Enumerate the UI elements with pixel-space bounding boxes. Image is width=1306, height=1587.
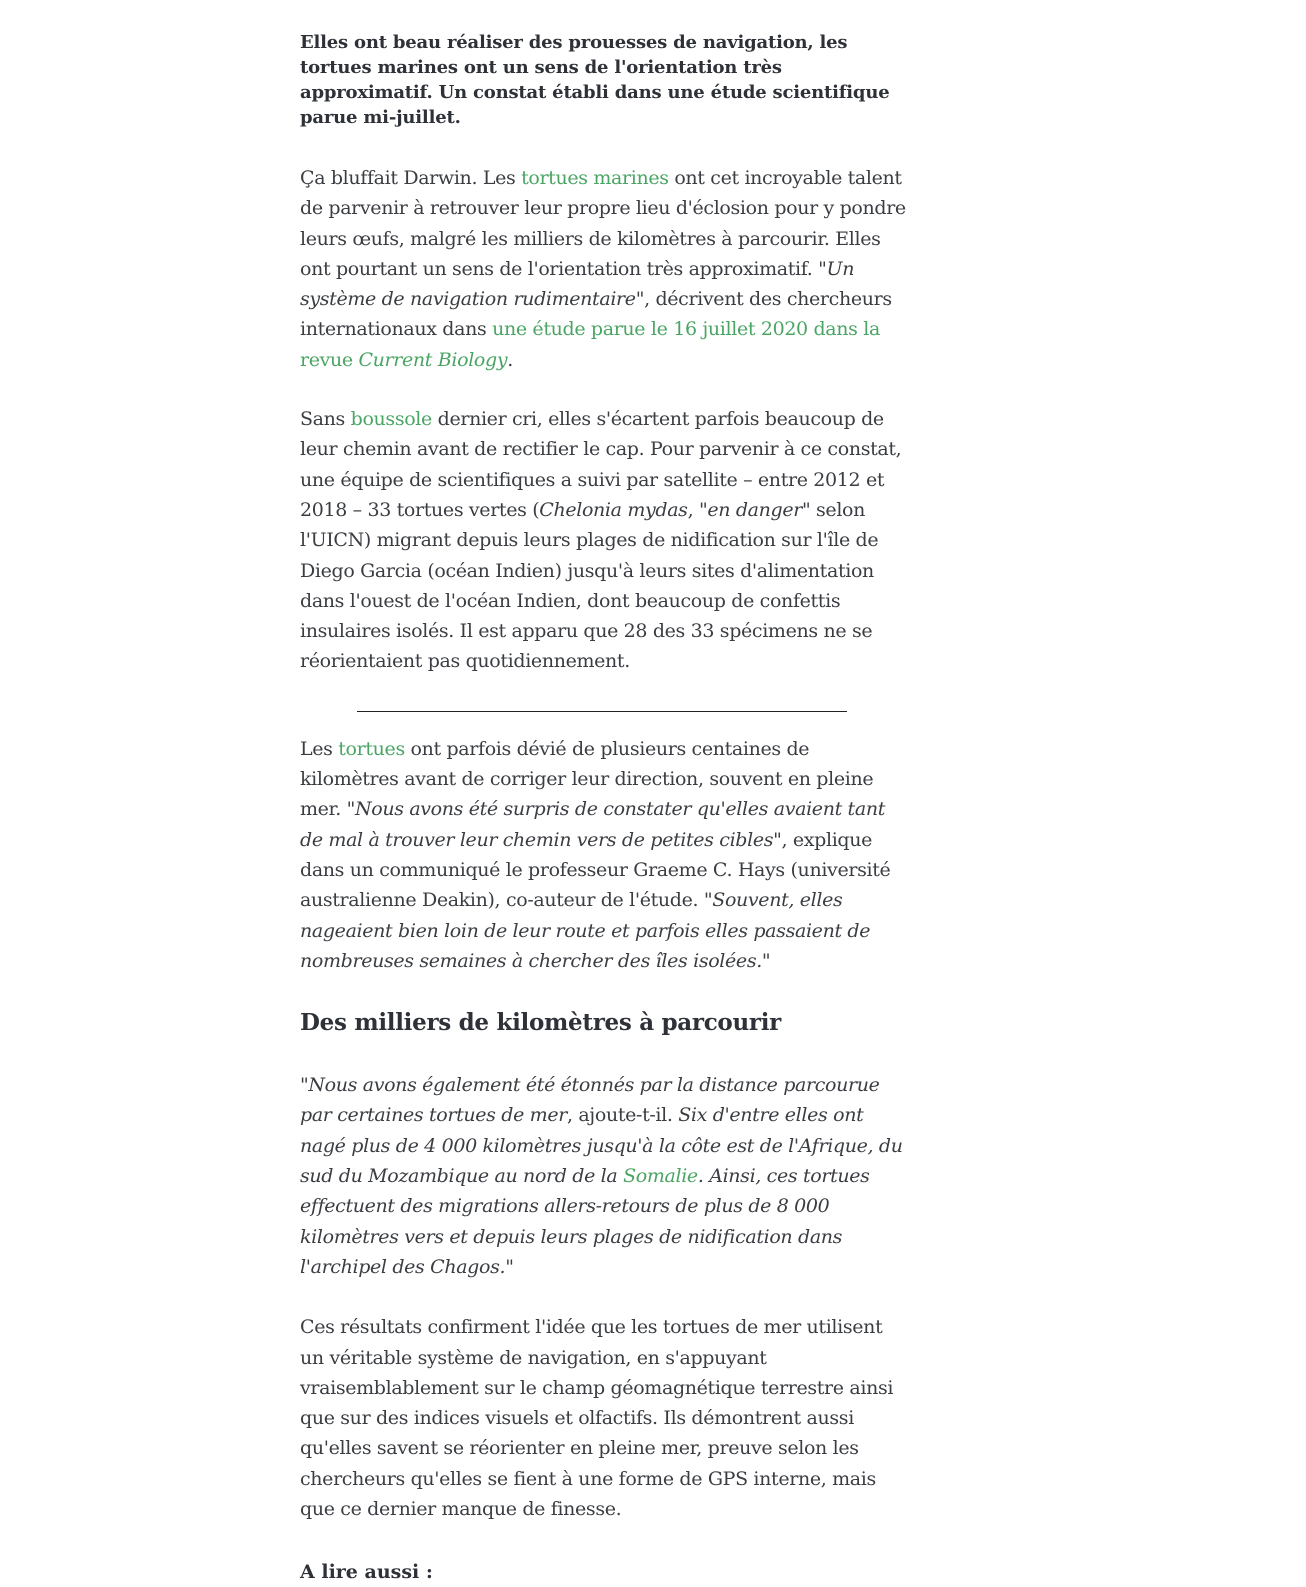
quote: . Ainsi, ces tortues effectuent des migrations allers-retours de plus de 8 000 kilomètres vers et depuis leurs plages de nidification dans l'archipel des Chagos. — [300, 1165, 870, 1278]
text: " — [761, 949, 771, 972]
paragraph-2 — [300, 404, 910, 677]
text: ", explique dans un communiqué le professeur Graeme C. Hays (université australienne Deakin), co-auteur de l'étude. " — [300, 828, 891, 912]
section-divider — [357, 711, 847, 712]
read-also-label: A lire aussi : — [300, 1561, 433, 1584]
link-text: Somalie — [623, 1165, 698, 1188]
article-body — [300, 30, 910, 1587]
status-quote: en danger — [707, 498, 802, 521]
text: " selon l'UICN) migrant depuis leurs plages de nidification sur l'île de Diego Garcia (océan Indien) jusqu'à leurs sites d'alimentation dans l'ouest de l'océan Indien, dont beaucoup de confettis insulaires isolés. Il est apparu que 28 des 33 spécimens ne se réorientaient pas quotidiennement. — [300, 498, 879, 673]
text: " — [505, 1255, 514, 1278]
text: ", décrivent des chercheurs internationaux dans — [300, 288, 892, 341]
paragraph-5: Ces résultats confirment l'idée que les tortues de mer utilisent un véritable système de navigation, en s'appuyant vraisemblablement sur le champ géomagnétique terrestre ainsi que sur des indices visuels et olfactifs. Ils démontrent aussi qu'elles savent se réorienter en pleine mer, preuve selon les chercheurs qu'elles se fient à une forme de GPS interne, mais que ce dernier manque de finesse. — [300, 1316, 894, 1520]
text: , ajoute-t-il. — [566, 1104, 679, 1127]
species-name: Chelonia mydas — [539, 498, 688, 521]
quote: Nous avons été surpris de constater qu'elles avaient tant de mal à trouver leur chemin vers de petites cibles — [300, 798, 885, 851]
link-boussole[interactable]: boussole — [350, 408, 432, 431]
paragraph-4 — [300, 1070, 910, 1282]
paragraph-1 — [300, 163, 910, 375]
text: , " — [687, 498, 708, 521]
quote: Souvent, elles nageaient bien loin de leur route et parfois elles passaient de nombreuses semaines à chercher des îles isolées. — [300, 889, 871, 972]
link-tortues[interactable]: tortues — [338, 737, 405, 760]
link-text: une étude parue le 16 juillet 2020 dans la revue — [300, 318, 880, 371]
text: ont cet incroyable talent de parvenir à retrouver leur propre lieu d'éclosion pour y pondre leurs œufs, malgré les milliers de kilomètres à parcourir. Elles ont pourtant un sens de l'orientation très approximatif. " — [300, 167, 906, 280]
text: Les — [300, 737, 339, 760]
link-tortues-marines[interactable]: tortues marines — [521, 167, 669, 189]
text: ont parfois dévié de plusieurs centaines de kilomètres avant de corriger leur direction, souvent en pleine mer. " — [300, 737, 874, 821]
text: dernier cri, elles s'écartent parfois beaucoup de leur chemin avant de rectifier le cap. Pour parvenir à ce constat, une équipe de scientifiques a suivi par satellite – entre 2012 et 2018 – 33 tortues vertes ( — [300, 408, 902, 521]
text: Sans — [300, 408, 351, 431]
quote: Un système de navigation rudimentaire — [300, 257, 855, 311]
article-lead: Elles ont beau réaliser des prouesses de navigation, les tortues marines ont un sens de l'orientation très approximatif. Un constat établi dans une étude scientifique parue mi-juillet. — [300, 32, 890, 128]
section-heading: Des milliers de kilomètres à parcourir — [300, 1009, 781, 1037]
paragraph-3 — [300, 734, 910, 976]
quote: Six d'entre elles ont nagé plus de 4 000 kilomètres jusqu'à la côte est de l'Afrique, du sud du Mozambique au nord de la — [300, 1104, 903, 1188]
text: Ça bluffait Darwin. Les — [300, 167, 522, 189]
link-somalie[interactable] — [623, 1165, 698, 1187]
text: . — [507, 348, 513, 371]
quote: Nous avons également été étonnés par la distance parcourue par certaines tortues de mer — [300, 1074, 880, 1127]
text: " — [300, 1074, 309, 1097]
link-journal-name: Current Biology — [358, 348, 508, 371]
